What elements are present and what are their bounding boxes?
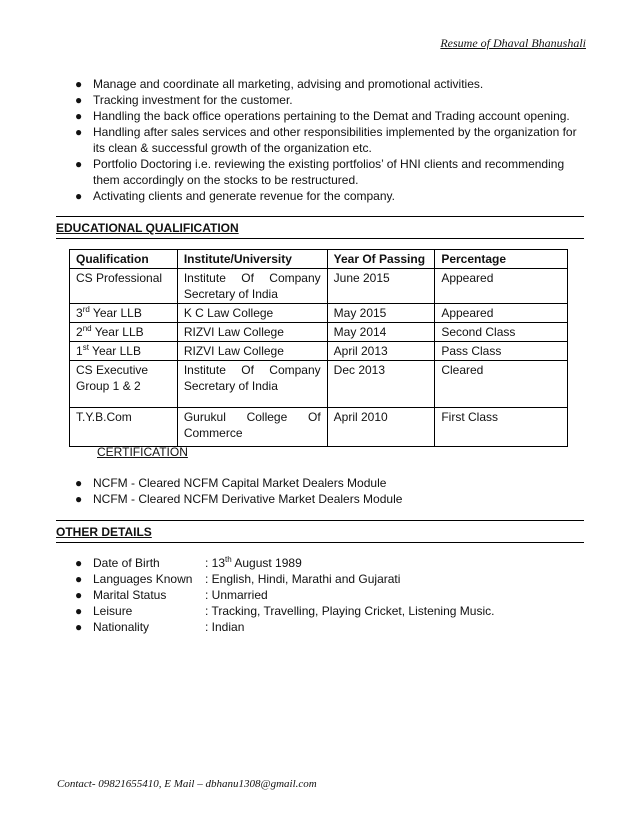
list-item: ● Portfolio Doctoring i.e. reviewing the existing portfolios’ of HNI clients and recommending them accordingly on the stocks to be restructured. — [75, 157, 565, 187]
percentage-cell: Second Class — [435, 323, 568, 342]
list-item: ● Tracking investment for the customer. — [75, 93, 293, 107]
qualification-cell: CS Executive Group 1 & 2 — [70, 361, 178, 408]
list-item — [57, 555, 587, 571]
education-section-heading: EDUCATIONAL QUALIFICATION — [56, 216, 584, 239]
detail-value: : English, Hindi, Marathi and Gujarati — [205, 572, 401, 586]
column-header: Year Of Passing — [327, 250, 435, 269]
institute-cell: Gurukul College Of Commerce — [177, 408, 327, 447]
bullet-icon: ● — [75, 476, 83, 490]
year-cell: April 2013 — [327, 342, 435, 361]
certification-heading: CERTIFICATION — [97, 445, 188, 459]
bullet-icon: ● — [75, 189, 83, 203]
list-item — [57, 603, 587, 619]
bullet-icon: ● — [75, 604, 83, 618]
table-row — [70, 304, 568, 323]
detail-value: : Indian — [205, 620, 245, 634]
institute-cell: RIZVI Law College — [177, 323, 327, 342]
list-item: ● Handling after sales services and other responsibilities implemented by the organization for its clean & successful growth of the organization etc. — [75, 125, 577, 155]
percentage-cell: Appeared — [435, 269, 568, 304]
qualification-cell: CS Professional — [70, 269, 178, 304]
bullet-icon: ● — [75, 157, 83, 171]
bullet-icon: ● — [75, 556, 83, 570]
year-cell: April 2010 — [327, 408, 435, 447]
year-cell: June 2015 — [327, 269, 435, 304]
qualification-cell: 3rd Year LLB — [70, 304, 178, 323]
institute-cell: RIZVI Law College — [177, 342, 327, 361]
table-header-row — [70, 250, 568, 269]
detail-label: Leisure — [93, 604, 133, 618]
certification-list — [57, 475, 587, 507]
bullet-icon: ● — [75, 492, 83, 506]
resume-title: Resume of Dhaval Bhanushali — [440, 36, 586, 50]
detail-value: : 13th August 1989 — [205, 555, 302, 570]
other-details-list — [57, 555, 587, 635]
bullet-icon: ● — [75, 572, 83, 586]
percentage-cell: Cleared — [435, 361, 568, 408]
detail-value: : Tracking, Travelling, Playing Cricket, Listening Music. — [205, 604, 495, 618]
education-table — [69, 249, 568, 447]
list-item — [57, 571, 587, 587]
detail-label: Date of Birth — [93, 556, 160, 570]
bullet-icon: ● — [75, 125, 83, 139]
responsibilities-list — [57, 76, 587, 204]
bullet-icon: ● — [75, 77, 83, 91]
column-header: Percentage — [435, 250, 568, 269]
divider — [56, 542, 584, 543]
institute-cell: Institute Of Company Secretary of India — [177, 361, 327, 408]
table-row — [70, 408, 568, 447]
detail-label: Marital Status — [93, 588, 167, 602]
percentage-cell: First Class — [435, 408, 568, 447]
other-details-heading: OTHER DETAILS — [56, 520, 584, 543]
list-item: ● Activating clients and generate revenue for the company. — [75, 189, 395, 203]
footer-contact: Contact- 09821655410, E Mail – dbhanu1308@gmail.com — [57, 778, 317, 790]
bullet-icon: ● — [75, 588, 83, 602]
table-row — [70, 323, 568, 342]
detail-label: Nationality — [93, 620, 150, 634]
qualification-cell: 2nd Year LLB — [70, 323, 178, 342]
column-header: Qualification — [70, 250, 178, 269]
detail-value: : Unmarried — [205, 588, 268, 602]
table-row — [70, 342, 568, 361]
list-item — [57, 619, 587, 635]
percentage-cell: Appeared — [435, 304, 568, 323]
bullet-icon: ● — [75, 620, 83, 634]
bullet-icon: ● — [75, 93, 83, 107]
percentage-cell: Pass Class — [435, 342, 568, 361]
year-cell: May 2014 — [327, 323, 435, 342]
institute-cell: Institute Of Company Secretary of India — [177, 269, 327, 304]
list-item: ● NCFM - Cleared NCFM Capital Market Dealers Module — [75, 476, 387, 490]
list-item: ● Manage and coordinate all marketing, advising and promotional activities. — [75, 77, 484, 91]
list-item — [57, 587, 587, 603]
qualification-cell: T.Y.B.Com — [70, 408, 178, 447]
divider — [56, 238, 584, 239]
list-item: ● Handling the back office operations pertaining to the Demat and Trading account opening. — [75, 109, 570, 123]
table-row — [70, 361, 568, 408]
column-header: Institute/University — [177, 250, 327, 269]
qualification-cell: 1st Year LLB — [70, 342, 178, 361]
bullet-icon: ● — [75, 109, 83, 123]
institute-cell: K C Law College — [177, 304, 327, 323]
detail-label: Languages Known — [93, 572, 193, 586]
table-row — [70, 269, 568, 304]
year-cell: May 2015 — [327, 304, 435, 323]
year-cell: Dec 2013 — [327, 361, 435, 408]
list-item: ● NCFM - Cleared NCFM Derivative Market Dealers Module — [75, 492, 403, 506]
